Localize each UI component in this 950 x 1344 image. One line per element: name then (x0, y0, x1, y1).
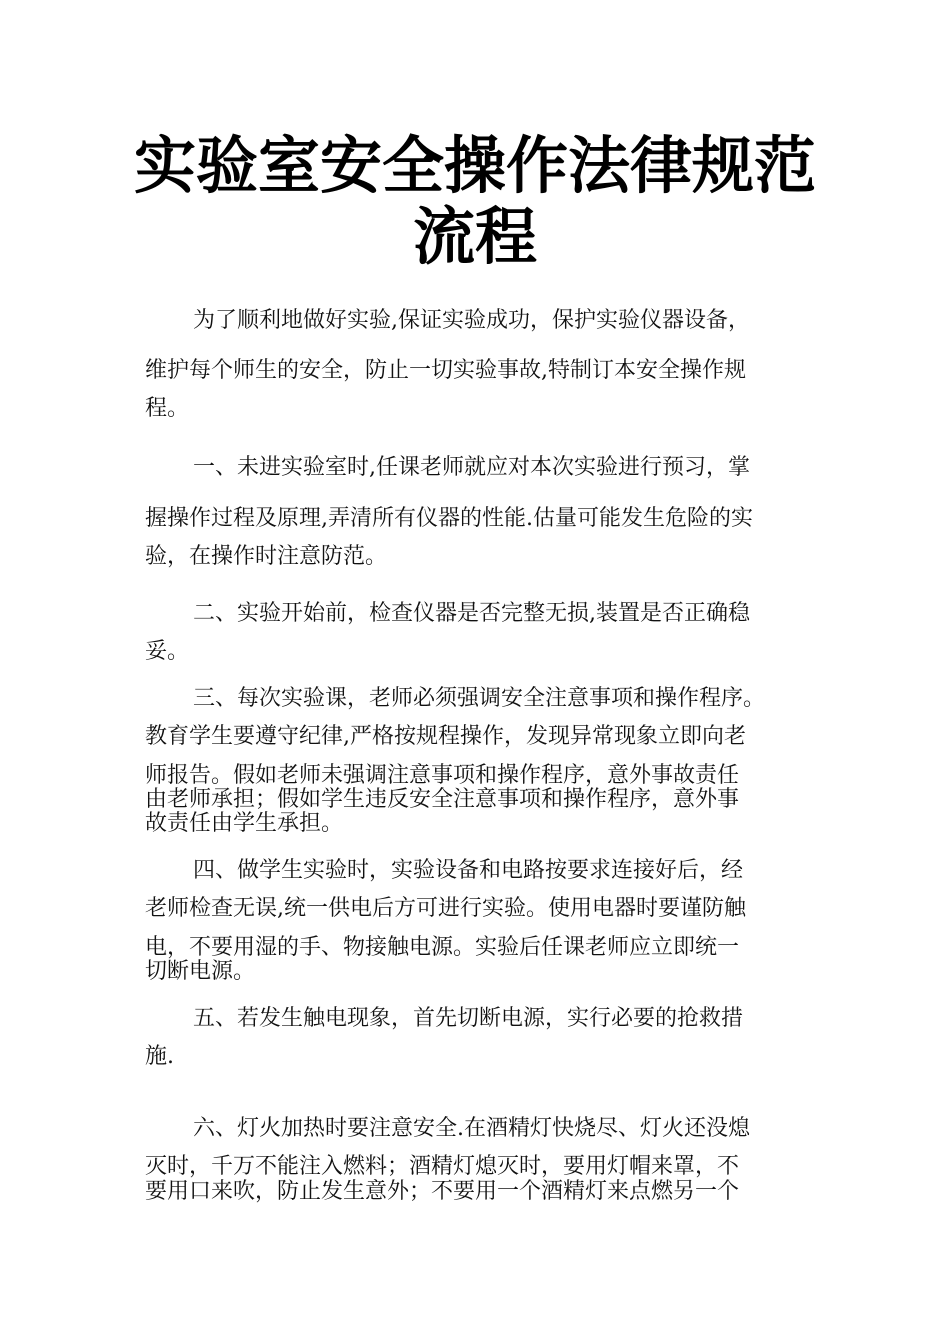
document-title-line-2: 流程 (412, 200, 537, 273)
paragraph-line: 师报告。假如老师未强调注意事项和操作程序，意外事故责任 (145, 763, 740, 788)
paragraph-line: 妥。 (145, 639, 190, 664)
paragraph-line: 电，不要用湿的手、物接触电源。实验后任课老师应立即统一 (145, 935, 740, 960)
paragraph-line: 二、实验开始前，检查仪器是否完整无损,装置是否正确稳 (193, 601, 750, 626)
paragraph-line: 由老师承担；假如学生违反安全注意事项和操作程序，意外事 (145, 787, 740, 812)
paragraph-line: 施. (145, 1044, 174, 1069)
paragraph-line: 握操作过程及原理,弄清所有仪器的性能.估量可能发生危险的实 (145, 506, 753, 531)
paragraph-line: 老师检查无误,统一供电后方可进行实验。使用电器时要谨防触 (145, 896, 746, 921)
paragraph-line: 灭时，千万不能注入燃料；酒精灯熄灭时，要用灯帽来罩，不 (145, 1154, 740, 1179)
paragraph-line: 程。 (145, 396, 190, 421)
document-title-line-1: 实验室安全操作法律规范 (133, 129, 816, 202)
paragraph-line: 五、若发生触电现象，首先切断电源，实行必要的抢救措 (193, 1006, 744, 1031)
paragraph-line: 切断电源。 (145, 959, 256, 984)
paragraph-line: 三、每次实验课，老师必须强调安全注意事项和操作程序。 (193, 686, 766, 711)
paragraph-line: 一、未进实验室时,任课老师就应对本次实验进行预习，掌 (193, 455, 750, 480)
paragraph-line: 教育学生要遵守纪律,严格按规程操作，发现异常现象立即向老 (145, 724, 746, 749)
paragraph-line: 故责任由学生承担。 (145, 811, 344, 836)
paragraph-line: 四、做学生实验时，实验设备和电路按要求连接好后，经 (193, 858, 744, 883)
paragraph-line: 六、灯火加热时要注意安全.在酒精灯快烧尽、灯火还没熄 (193, 1116, 750, 1141)
paragraph-line: 验，在操作时注意防范。 (145, 544, 388, 569)
paragraph-line: 维护每个师生的安全，防止一切实验事故,特制订本安全操作规 (145, 358, 746, 383)
paragraph-line: 要用口来吹，防止发生意外；不要用一个酒精灯来点燃另一个 (145, 1179, 740, 1204)
paragraph-line: 为了顺利地做好实验,保证实验成功，保护实验仪器设备， (193, 308, 750, 333)
